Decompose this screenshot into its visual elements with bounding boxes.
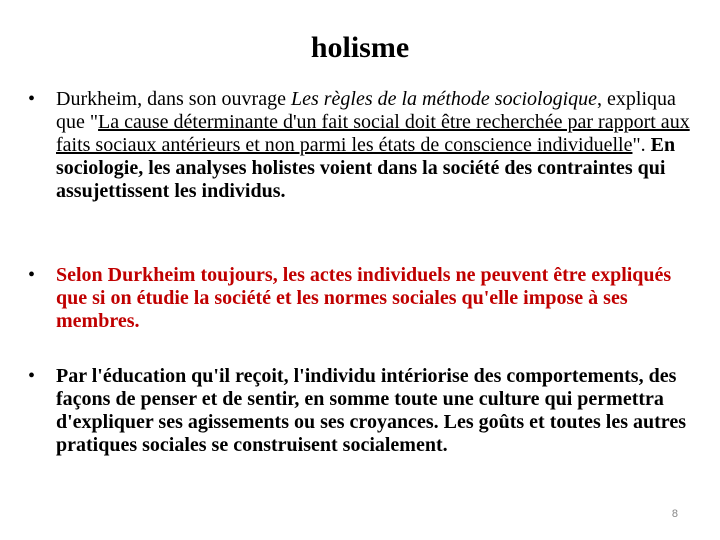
book-title: Les règles de la méthode sociologique	[290, 88, 598, 110]
bullet-text-intro: Durkheim, dans son ouvrage	[56, 88, 291, 110]
bullet-education	[28, 365, 694, 457]
bullet-marker: •	[28, 88, 36, 110]
holism-definition: En sociologie, les analyses holistes voient dans la société des contraintes qui assujettissent les individus.	[56, 134, 676, 202]
page-number: 8	[671, 508, 678, 520]
bullet-text: Par l'éducation qu'il reçoit, l'individu intériorise des comportements, des façons de penser et de sentir, en somme toute une culture qui permettra d'expliquer ses agissements ou ses croyances. Les goûts et toutes les autres pratiques sociales se construisent socialement.	[56, 365, 686, 456]
bullet-durkheim-quote	[28, 88, 694, 203]
bullet-text-close: ".	[632, 134, 651, 156]
bullet-individual-acts	[28, 264, 694, 333]
bullet-text: Selon Durkheim toujours, les actes individuels ne peuvent être expliqués que si on étudie la société et les normes sociales qu'elle impose à ses membres.	[56, 264, 672, 332]
bullet-marker: •	[28, 365, 36, 387]
bullet-text	[56, 88, 694, 203]
durkheim-quote: La cause déterminante d'un fait social doit être recherchée par rapport aux faits sociaux antérieurs et non parmi les états de conscience individuelle	[56, 111, 690, 156]
bullet-marker: •	[28, 264, 36, 286]
slide-title: holisme	[310, 31, 410, 64]
bullet-text-connector: , expliqua que "	[56, 88, 676, 133]
